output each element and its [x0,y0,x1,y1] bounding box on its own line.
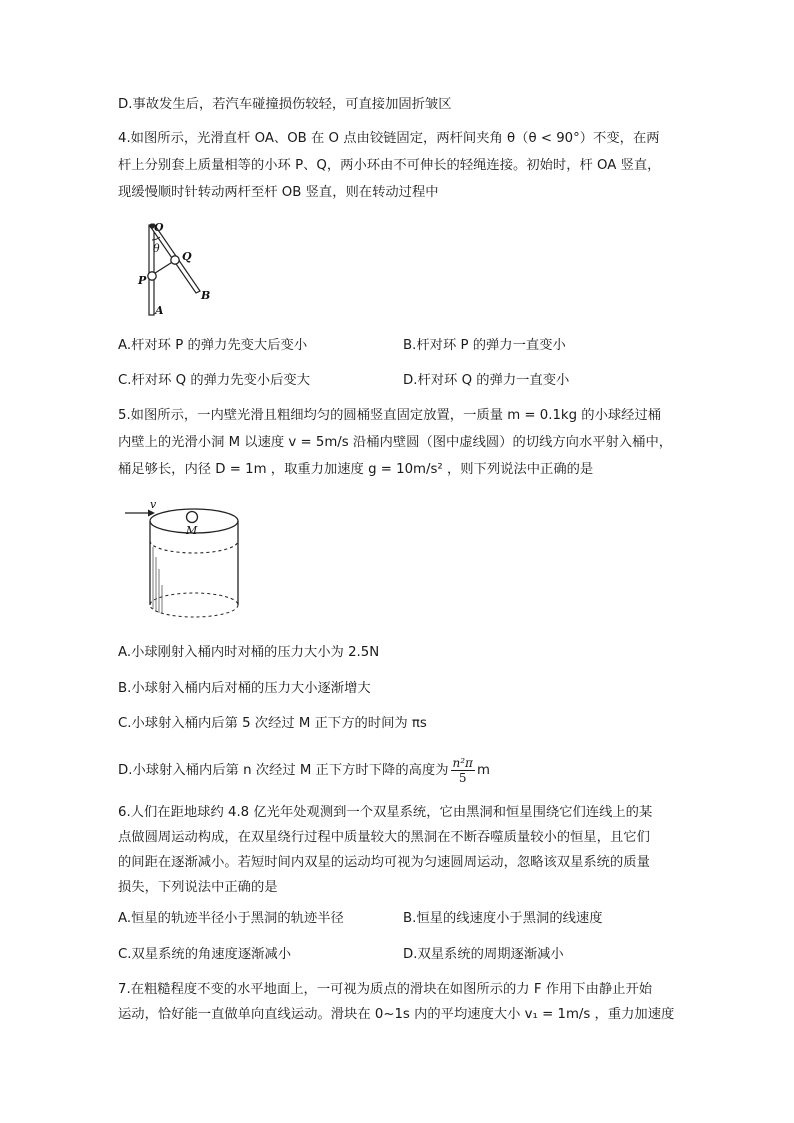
q7-stem-line-1: 7.在粗糙程度不变的水平地面上，一可视为质点的滑块在如图所示的力 F 作用下由静止开始 [118,982,653,997]
q4-stem-line-1: 4.如图所示，光滑直杆 OA、OB 在 O 点由铰链固定，两杆间夹角 θ（θ < 90°）不变，在两 [118,131,660,146]
q4-option-d: D.杆对环 Q 的弹力一直变小 [403,373,570,388]
q5-stem-line-3: 桶足够长，内径 D = 1m ，取重力加速度 g = 10m/s² ，则下列说法中正确的是 [118,462,594,477]
q6-option-a: A.恒星的轨迹半径小于黑洞的轨迹半径 [118,911,344,926]
q5-option-c: C.小球射入桶内后第 5 次经过 M 正下方的时间为 πs [118,716,427,731]
q4-option-a: A.杆对环 P 的弹力先变大后变小 [118,338,308,353]
q4-figure-rods [130,218,220,318]
cylinder-bottom-dashed [150,593,238,617]
ball-m [187,512,198,523]
q6-stem-line-4: 损失，下列说法中正确的是 [118,880,278,895]
q5-option-a: A.小球刚射入桶内时对桶的压力大小为 2.5N [118,645,380,660]
q4-option-c: C.杆对环 Q 的弹力先变小后变大 [118,373,310,388]
fraction-denominator: 5 [458,770,467,785]
q5-stem-line-2: 内壁上的光滑小洞 M 以速度 v = 5m/s 沿桶内壁圆（图中虚线圆）的切线方向水平射入桶中， [118,435,673,450]
q5-option-b: B.小球射入桶内后对桶的压力大小逐渐增大 [118,681,371,696]
inner-dashed-circle [150,541,238,553]
q5-option-d-fraction [451,756,475,785]
q4-option-b: B.杆对环 P 的弹力一直变小 [403,338,566,353]
ring-q [171,256,179,264]
left-shading [153,547,162,614]
q4-stem-line-2: 杆上分别套上质量相等的小环 P、Q，两小环由不可伸长的轻绳连接。初始时，杆 OA 竖直， [118,158,661,173]
ring-p [148,272,156,280]
label-v: v [150,498,157,511]
label-a: A [155,304,164,317]
label-theta: θ [153,242,160,255]
q5-option-d-text: D.小球射入桶内后第 n 次经过 M 正下方时下降的高度为 [118,763,449,778]
label-o: O [154,221,164,234]
q7-stem-line-2: 运动，恰好能一直做单向直线运动。滑块在 0~1s 内的平均速度大小 v₁ = 1m/s ，重力加速度 [118,1007,675,1022]
q6-stem-line-2: 点做圆周运动构成，在双星绕行过程中质量较大的黑洞在不断吞噬质量较小的恒星，且它们 [118,830,650,845]
rod-oa [149,225,154,315]
q6-stem-line-1: 6.人们在距地球约 4.8 亿光年处观测到一个双星系统，它由黑洞和恒星围绕它们连线上的某 [118,805,653,820]
q6-option-d: D.双星系统的周期逐渐减小 [403,947,564,962]
option-d-prev-question: D.事故发生后，若汽车碰撞损伤较轻，可直接加固折皱区 [118,97,452,112]
q6-stem-line-3: 的间距在逐渐减小。若短时间内双星的运动均可视为匀速圆周运动，忽略该双星系统的质量 [118,855,650,870]
q6-option-c: C.双星系统的角速度逐渐减小 [118,947,292,962]
q6-option-b: B.恒星的线速度小于黑洞的线速度 [403,911,603,926]
q5-option-d [118,754,490,788]
label-q: Q [182,250,192,263]
label-p: P [138,274,147,287]
label-b: B [201,289,211,302]
q5-figure-cylinder [122,497,247,622]
q4-stem-line-3: 现缓慢顺时针转动两杆至杆 OB 竖直，则在转动过程中 [118,185,439,200]
q5-stem-line-1: 5.如图所示，一内壁光滑且粗细均匀的圆桶竖直固定放置，一质量 m = 0.1kg 的小球经过桶 [118,408,662,423]
label-m: M [186,524,198,537]
fraction-numerator: n²π [452,755,473,770]
q5-option-d-unit: m [476,763,490,778]
